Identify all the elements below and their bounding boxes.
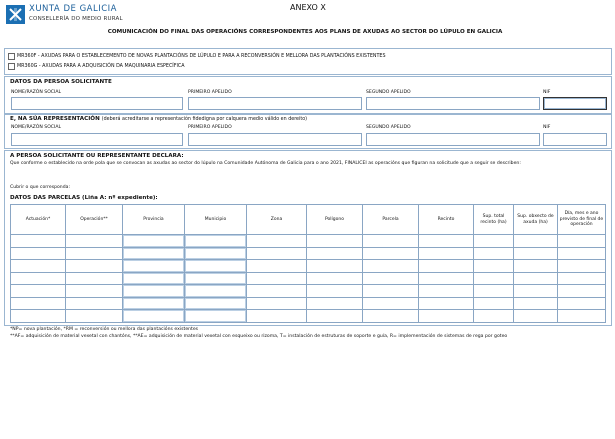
table-cell-input[interactable] xyxy=(514,285,558,298)
footnotes xyxy=(10,327,507,340)
applicant-surname1-field[interactable] xyxy=(188,97,362,110)
table-cell-input[interactable] xyxy=(123,310,185,323)
procedures-box xyxy=(4,48,612,75)
table-row xyxy=(11,285,606,298)
table-cell-input[interactable] xyxy=(307,310,363,323)
column-header-poligono: Polígono xyxy=(307,205,363,235)
applicant-nif-label: NIF xyxy=(543,90,551,95)
parcels-table xyxy=(10,204,606,323)
table-cell-input[interactable] xyxy=(66,297,123,310)
table-cell-input[interactable] xyxy=(11,297,66,310)
representative-surname2-label: SEGUNDO APELIDO xyxy=(366,125,411,130)
column-header-zona: Zona xyxy=(247,205,307,235)
column-header-provincia: Provincia xyxy=(123,205,185,235)
table-cell-input[interactable] xyxy=(66,310,123,323)
table-cell-input[interactable] xyxy=(558,260,606,273)
table-cell-input[interactable] xyxy=(514,310,558,323)
column-header-recinto: Recinto xyxy=(419,205,474,235)
table-cell-input[interactable] xyxy=(123,235,185,248)
table-cell-input[interactable] xyxy=(185,285,247,298)
table-row xyxy=(11,297,606,310)
procedure-option-1[interactable] xyxy=(8,53,386,60)
table-cell-input[interactable] xyxy=(419,310,474,323)
representative-nif-label: NIF xyxy=(543,125,551,130)
table-cell-input[interactable] xyxy=(419,272,474,285)
table-cell-input[interactable] xyxy=(123,260,185,273)
table-cell-input[interactable] xyxy=(11,247,66,260)
table-cell-input[interactable] xyxy=(11,235,66,248)
column-header-operacion: Operación** xyxy=(66,205,123,235)
table-cell-input[interactable] xyxy=(514,272,558,285)
table-cell-input[interactable] xyxy=(419,235,474,248)
annex-label: ANEXO X xyxy=(290,3,326,12)
table-cell-input[interactable] xyxy=(558,247,606,260)
table-cell-input[interactable] xyxy=(247,272,307,285)
representative-section-note: (deberá acreditarse a representación fidedigna por calquera medio válido en dereito) xyxy=(101,117,308,122)
representative-surname2-field[interactable] xyxy=(366,133,540,146)
table-cell-input[interactable] xyxy=(474,272,514,285)
applicant-name-field[interactable] xyxy=(11,97,183,110)
declaration-instruction: Cubrir o que corresponda: xyxy=(10,185,71,190)
table-cell-input[interactable] xyxy=(307,260,363,273)
parcels-title: DATOS DAS PARCELAS (Liña A: nº expediente): xyxy=(10,195,158,201)
table-cell-input[interactable] xyxy=(123,297,185,310)
table-cell-input[interactable] xyxy=(363,260,419,273)
table-cell-input[interactable] xyxy=(474,297,514,310)
applicant-section xyxy=(4,76,612,114)
applicant-name-label: NOME/RAZÓN SOCIAL xyxy=(11,90,62,95)
representative-name-field[interactable] xyxy=(11,133,183,146)
table-cell-input[interactable] xyxy=(419,297,474,310)
table-row xyxy=(11,260,606,273)
representative-nif-field[interactable] xyxy=(543,133,607,146)
applicant-surname2-field[interactable] xyxy=(366,97,540,110)
table-cell-input[interactable] xyxy=(11,272,66,285)
table-cell-input[interactable] xyxy=(363,272,419,285)
table-cell-input[interactable] xyxy=(307,297,363,310)
declaration-title: A PERSOA SOLICITANTE OU REPRESENTANTE DECLARA: xyxy=(10,153,184,159)
table-cell-input[interactable] xyxy=(247,310,307,323)
table-cell-input[interactable] xyxy=(247,285,307,298)
applicant-section-title: DATOS DA PERSOA SOLICITANTE xyxy=(10,79,112,85)
table-cell-input[interactable] xyxy=(558,235,606,248)
column-header-sup-total: Sup. total recinto (ha) xyxy=(474,205,514,235)
declaration-text: Que conforme o establecido na orde pola que se convocan as axudas ao sector do lúpulo na Comunidade Autónoma de Galicia para o ano 2021, FINALICEI as operacións que figuran na solicitude que a seguir se describen: xyxy=(10,161,521,166)
table-cell-input[interactable] xyxy=(247,260,307,273)
table-cell-input[interactable] xyxy=(474,247,514,260)
table-cell-input[interactable] xyxy=(66,285,123,298)
table-cell-input[interactable] xyxy=(66,235,123,248)
table-cell-input[interactable] xyxy=(185,235,247,248)
representative-section-title: E, NA SÚA REPRESENTACIÓN xyxy=(10,116,100,122)
representative-name-label: NOME/RAZÓN SOCIAL xyxy=(11,125,62,130)
table-cell-input[interactable] xyxy=(247,235,307,248)
table-cell-input[interactable] xyxy=(363,235,419,248)
table-cell-input[interactable] xyxy=(363,285,419,298)
applicant-surname1-label: PRIMEIRO APELIDO xyxy=(188,90,232,95)
footnote-1: *NP= nova plantación, *RM = reconversión ou mellora das plantacións existentes xyxy=(10,327,199,332)
table-cell-input[interactable] xyxy=(474,285,514,298)
procedure-2-label: MR360G - AXUDAS PARA A ADQUISICIÓN DA MAQUINARIA ESPECÍFICA xyxy=(17,64,185,69)
footnote-2: **AF= adquisición de material vexetal con chantóns, **AE= adquisición de material vexetal con esqueixo ou rizoma, T= instalación de estruturas de soporte e guía, R= implementación de sistemas de rega por goteo xyxy=(10,333,508,339)
table-cell-input[interactable] xyxy=(419,260,474,273)
column-header-sup-axuda: Sup. obxecto de axuda (ha) xyxy=(514,205,558,235)
table-row xyxy=(11,310,606,323)
table-cell-input[interactable] xyxy=(185,260,247,273)
table-cell-input[interactable] xyxy=(307,235,363,248)
table-cell-input[interactable] xyxy=(307,285,363,298)
table-cell-input[interactable] xyxy=(514,297,558,310)
table-cell-input[interactable] xyxy=(11,260,66,273)
table-cell-input[interactable] xyxy=(363,310,419,323)
table-row xyxy=(11,272,606,285)
column-header-data-final: Día, mes e ano previsto de final de operación xyxy=(558,205,606,235)
table-cell-input[interactable] xyxy=(247,247,307,260)
procedure-1-label: MR360F - AXUDAS PARA O ESTABLECEMENTO DE NOVAS PLANTACIÓNS DE LÚPULO E PARA A RECONVERSIÓN E MELLORA DAS PLANTACIÓNS EXISTENTES xyxy=(17,54,386,59)
procedure-2-checkbox[interactable] xyxy=(8,63,15,70)
table-row xyxy=(11,247,606,260)
table-header-row xyxy=(11,205,606,235)
table-cell-input[interactable] xyxy=(419,247,474,260)
table-row xyxy=(11,235,606,248)
table-cell-input[interactable] xyxy=(185,297,247,310)
table-cell-input[interactable] xyxy=(363,247,419,260)
table-cell-input[interactable] xyxy=(474,310,514,323)
table-cell-input[interactable] xyxy=(514,247,558,260)
table-cell-input[interactable] xyxy=(123,285,185,298)
table-cell-input[interactable] xyxy=(11,310,66,323)
table-cell-input[interactable] xyxy=(307,247,363,260)
table-cell-input[interactable] xyxy=(307,272,363,285)
form-title: COMUNICACIÓN DO FINAL DAS OPERACIÓNS CORRESPONDENTES AOS PLANS DE AXUDAS AO SECTOR DO LÚPULO EN GALICIA xyxy=(107,29,503,35)
table-cell-input[interactable] xyxy=(66,272,123,285)
table-cell-input[interactable] xyxy=(514,235,558,248)
table-cell-input[interactable] xyxy=(474,235,514,248)
column-header-municipio: Municipio xyxy=(185,205,247,235)
table-cell-input[interactable] xyxy=(558,285,606,298)
department-name: CONSELLERÍA DO MEDIO RURAL xyxy=(29,16,123,22)
procedure-1-checkbox[interactable] xyxy=(8,53,15,60)
table-cell-input[interactable] xyxy=(514,260,558,273)
table-cell-input[interactable] xyxy=(66,260,123,273)
xunta-logo-icon xyxy=(6,5,25,24)
table-cell-input[interactable] xyxy=(247,297,307,310)
representative-surname1-label: PRIMEIRO APELIDO xyxy=(188,125,232,130)
table-cell-input[interactable] xyxy=(363,297,419,310)
table-cell-input[interactable] xyxy=(558,272,606,285)
table-cell-input[interactable] xyxy=(185,272,247,285)
table-cell-input[interactable] xyxy=(185,247,247,260)
representative-section-header xyxy=(10,116,307,122)
org-name: XUNTA DE GALICIA xyxy=(29,4,117,14)
table-cell-input[interactable] xyxy=(558,297,606,310)
representative-section xyxy=(4,114,612,149)
column-header-actuacion: Actuación* xyxy=(11,205,66,235)
table-cell-input[interactable] xyxy=(474,260,514,273)
procedure-option-2[interactable] xyxy=(8,63,185,70)
table-body xyxy=(11,235,606,323)
table-cell-input[interactable] xyxy=(558,310,606,323)
table-cell-input[interactable] xyxy=(185,310,247,323)
applicant-surname2-label: SEGUNDO APELIDO xyxy=(366,90,411,95)
table-cell-input[interactable] xyxy=(123,272,185,285)
table-cell-input[interactable] xyxy=(123,247,185,260)
table-cell-input[interactable] xyxy=(11,285,66,298)
table-cell-input[interactable] xyxy=(419,285,474,298)
applicant-nif-field[interactable] xyxy=(543,97,607,110)
table-cell-input[interactable] xyxy=(66,247,123,260)
column-header-parcela: Parcela xyxy=(363,205,419,235)
representative-surname1-field[interactable] xyxy=(188,133,362,146)
